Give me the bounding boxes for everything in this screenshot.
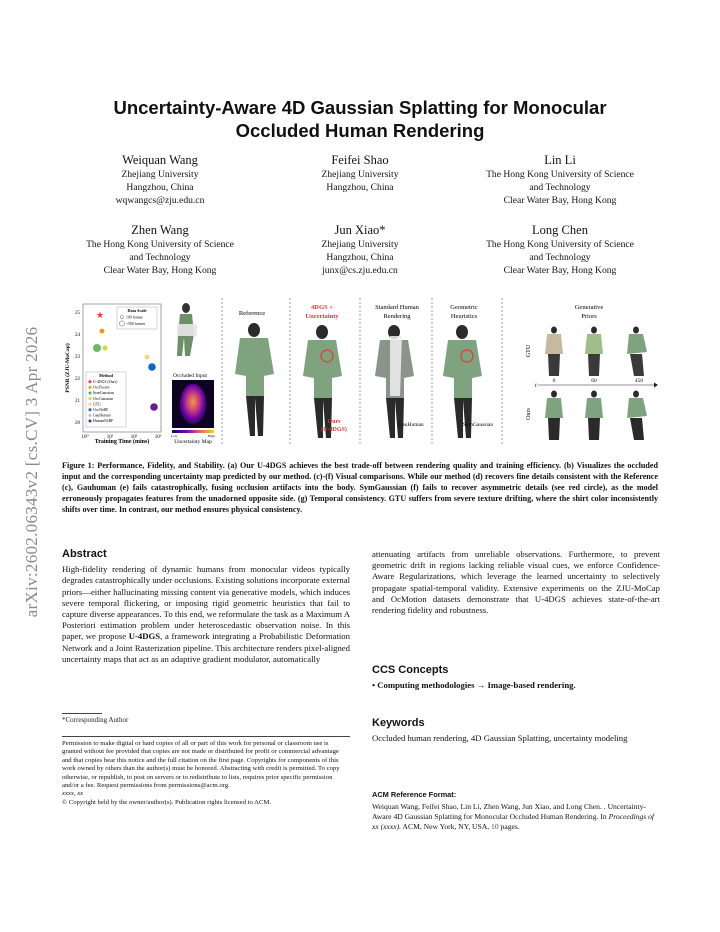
arxiv-id: arXiv:2602.06343v2 [cs.CV] 3 Apr 2026	[22, 326, 41, 618]
author	[260, 152, 460, 208]
y-tick: 22	[75, 377, 80, 382]
method-legend	[86, 372, 126, 427]
affiliation: Zhejiang University	[321, 169, 399, 180]
author	[60, 222, 260, 278]
scatter-plot	[64, 304, 162, 445]
col-header-standard: Standard Human	[375, 304, 419, 311]
arxiv-stamp	[10, 262, 54, 682]
ours-star-marker: ★	[95, 310, 105, 320]
y-axis-label: PSNR (ZJU-MoCap)	[65, 343, 71, 393]
permission-text: Permission to make digital or hard copies of all or part of this work for personal or classroom use is granted without fee provided that copies are not made or distributed for profit or commercial advantage and that copies bear this notice and the full citation on the first page. Copyrights for components of this work owned by others than the author(s) must be honored. Abstracting with credit is permitted. To copy otherwise, or republish, to post on servers or to redistribute to lists, requires prior specific permission and/or a fee. Request permissions from permissions@acm.org.	[62, 740, 340, 790]
col-header-ours-2: Uncertainty	[305, 313, 339, 320]
legend-entry: GTU	[93, 402, 101, 407]
data-scale-legend	[117, 307, 157, 329]
author-name: Feifei Shao	[331, 153, 389, 167]
location: Hangzhou, China	[326, 182, 394, 194]
symgaussian-label: SymGaussian	[462, 422, 494, 428]
x-tick: 10¹	[106, 435, 114, 440]
legend-entry: SymGaussian	[93, 391, 114, 396]
legend-entry: OccNeRF	[93, 408, 109, 412]
copyright-notice: © Copyright held by the owner/author(s). Publication rights licensed to ACM.	[62, 798, 272, 806]
author-name: Jun Xiao*	[334, 222, 386, 237]
y-tick: 21	[75, 399, 80, 404]
author-name: Weiquan Wang	[122, 153, 198, 167]
title-line-2: Occluded Human Rendering	[235, 120, 485, 141]
ccs-heading: CCS Concepts	[372, 664, 449, 676]
reference-suffix: pages.	[498, 822, 520, 831]
legend-entry: OccFusion	[93, 385, 110, 390]
ccs-concepts	[372, 664, 660, 690]
acm-reference	[372, 790, 660, 832]
ours-label: Ours	[327, 419, 341, 425]
legend-entry: OccGaussian	[93, 396, 114, 401]
footnote-rule	[62, 713, 102, 714]
abstract-text-right: attenuating artifacts from unreliable observations. Furthermore, to prevent geometric drift in regions lacking reliable visual cues, we enforce Confidence-Aware Regularizations, which leverage the learned uncertainty to selectively propagate spatial-temporal validity. Extensive experiments on the ZJU-MoCap and OcMotion datasets demonstrate that U-4DGS achieves state-of-the-art rendering fidelity and robustness.	[372, 549, 660, 616]
author-name: Lin Li	[544, 153, 576, 167]
uncertainty-map-label: Uncertainty Map	[174, 439, 212, 445]
proceedings-title: Proceedings of xx (xxxx).	[372, 812, 655, 831]
reference-panel	[235, 310, 274, 436]
affiliation: The Hong Kong University of Science	[86, 238, 234, 250]
location: Clear Water Bay, Hong Kong	[503, 195, 617, 207]
uncertainty-map-panel	[171, 380, 215, 445]
location: Clear Water Bay, Hong Kong	[503, 265, 617, 277]
email: wqwangcs@zju.edu.cn	[115, 195, 205, 207]
keywords-heading: Keywords	[372, 717, 425, 729]
row-label-gtu: GTU	[526, 344, 532, 358]
col-header-standard-2: Rendering	[383, 313, 411, 320]
keywords	[372, 718, 660, 744]
paper-title	[62, 96, 658, 142]
page-count-link[interactable]: 10	[491, 822, 499, 831]
author-name: Zhen Wang	[131, 222, 189, 237]
author-name: Long Chen	[532, 222, 588, 237]
humannerf-point	[150, 403, 158, 411]
col-header-geometric-2: Heuristics	[450, 313, 478, 320]
y-tick: 24	[75, 333, 80, 338]
affiliation: The Hong Kong University of Science	[486, 238, 634, 250]
occluded-input-label: Occluded Input	[172, 373, 208, 379]
location: Clear Water Bay, Hong Kong	[103, 265, 217, 277]
ours-label-2: (U-4DGS)	[321, 427, 347, 433]
email: junx@cs.zju.edu.cn	[322, 265, 398, 277]
affiliation-cont: and Technology	[529, 251, 591, 263]
abstract-text: High-fidelity rendering of dynamic humans from monocular videos typically degrades catastrophically under occlusions. Existing solutions incorporate external priors—either hallucinating missing content via generative models, which induces severe temporal flickering, or imposing rigid geometric heuristics that fail to capture diverse appearances. To this end, we reformulate the task as a Maximum A Posteriori estimation problem under heteroscedastic observation noise. In this paper, we propose	[62, 564, 350, 642]
time-tick: 60	[591, 378, 597, 384]
col-header-generative-2: Priors	[581, 313, 597, 320]
y-ticks	[75, 311, 81, 426]
permission-block	[62, 740, 350, 807]
reference-text-cont: ACM, New York, NY, USA,	[401, 822, 492, 831]
legend-title: Data Scale	[127, 308, 147, 313]
affiliation: The Hong Kong University of Science	[486, 169, 634, 180]
corresponding-author-note: *Corresponding Author	[62, 716, 129, 724]
permission-rule	[62, 736, 350, 737]
figure-caption	[62, 461, 658, 516]
caption-text: (a) Our U-4DGS achieves the best trade-off between rendering quality and training efficiency. (b) Visualizes the occluded input and the corresponding uncertainty map predicted by our method. (c)-(f) Visual comparisons. While our method (d) recovers fine details consistent with the Reference (c), Gauhuman (e) fails catastrophically, fusing occlusion artifacts into the body. SymGaussian (f) fails to recover asymmetric details (see red circle), as the model erroneously propagates features from the unadorned opposite side. (g) Temporal consistency. GTU suffers from severe texture drifting, where the shirt color inconsistently shifts over time. In contrast, our method ensures physical consistency.	[62, 461, 659, 514]
legend-swatch	[89, 380, 92, 383]
abstract-right-column	[372, 549, 660, 616]
teaser-figure	[64, 296, 660, 446]
occgaussian-point	[102, 345, 107, 350]
col-header-generative: Generative	[574, 304, 604, 311]
author	[260, 222, 460, 278]
x-axis-label: Training Time (mins)	[94, 439, 150, 445]
caption-label: Figure 1: Performance, Fidelity, and Stability.	[62, 461, 225, 470]
abstract-text-cont: , a framework integrating a Probabilistic Deformation Network and a Joint Rasterization pipeline. This architecture renders pixel-aligned uncertainty maps that act as an adaptive gradient modulator, automatically	[62, 631, 350, 664]
reference-text: Weiquan Wang, Feifei Shao, Lin Li, Zhen Wang, Jun Xiao, and Long Chen. . Uncertainty-Aware 4D Gaussian Splatting for Monocular Occluded Human Rendering. In	[372, 802, 646, 821]
occnerf-point	[148, 363, 156, 371]
time-axis-label: t	[535, 383, 537, 389]
legend-swatch	[89, 397, 92, 400]
author	[60, 152, 260, 208]
y-tick: 25	[75, 311, 80, 316]
x-tick: 10⁰	[81, 435, 89, 440]
occfusion-point	[100, 329, 105, 334]
affiliation: Zhejiang University	[321, 238, 399, 250]
colorbar-low: Low	[171, 434, 178, 438]
col-header-geometric: Geometric	[450, 304, 478, 311]
ccs-item: • Computing methodologies → Image-based rendering.	[372, 680, 576, 690]
title-line-1: Uncertainty-Aware 4D Gaussian Splatting for Monocular	[113, 97, 607, 118]
ours-panel	[303, 304, 347, 438]
gauhuman-panel	[375, 304, 424, 438]
symgaussian-panel	[443, 304, 493, 438]
affiliation: Zhejiang University	[121, 169, 199, 180]
author-block	[60, 152, 660, 277]
author	[460, 222, 660, 278]
time-tick: 450	[634, 378, 644, 384]
legend-entry: HumanNeRF	[93, 419, 114, 424]
acm-reference-heading: ACM Reference Format:	[372, 790, 457, 799]
abstract-body	[62, 564, 350, 665]
colorbar-high: High	[208, 434, 215, 438]
col-header-reference: Reference	[238, 310, 266, 317]
human-figure	[235, 323, 274, 436]
legend-swatch	[89, 420, 92, 423]
y-tick: 20	[75, 421, 80, 426]
abstract-heading: Abstract	[62, 548, 107, 560]
gtu-frames	[545, 327, 647, 377]
legend-swatch	[89, 414, 92, 417]
method-name: U-4DGS	[128, 631, 161, 642]
x-tick: 10²	[130, 435, 138, 440]
keywords-text: Occluded human rendering, 4D Gaussian Splatting, uncertainty modeling	[372, 733, 628, 744]
gauhuman-label: GauHuman	[398, 422, 424, 428]
occluded-input-panel	[167, 298, 219, 379]
x-tick: 10³	[154, 435, 162, 440]
location: Hangzhou, China	[326, 251, 394, 263]
conference-info: xxxx, xx	[62, 790, 84, 798]
affiliation-cont: and Technology	[529, 182, 591, 194]
time-tick: 0	[552, 378, 556, 384]
abstract-left-column	[62, 549, 350, 665]
row-label-ours: Ours	[526, 408, 532, 420]
legend-swatch	[89, 386, 92, 389]
gtu-point	[145, 355, 150, 360]
colorbar	[172, 430, 214, 433]
legend-swatch	[89, 408, 92, 411]
legend-swatch	[89, 403, 92, 406]
col-header-ours: 4DGS +	[311, 304, 333, 311]
temporal-panel	[526, 304, 658, 440]
ours-frames	[545, 391, 647, 441]
legend-swatch	[89, 392, 92, 395]
location: Hangzhou, China	[126, 182, 194, 194]
legend-entry: GauHuman	[93, 413, 111, 418]
symgaussian-point	[93, 344, 101, 352]
legend-entry: 100 frames	[126, 315, 143, 320]
affiliation-cont: and Technology	[129, 251, 191, 263]
legend-entry: U-4DGS (Ours)	[93, 380, 118, 384]
author	[460, 152, 660, 208]
legend-entry: >500 frames	[126, 322, 146, 326]
legend-title: Method	[99, 373, 113, 378]
acm-reference-text	[372, 802, 660, 832]
y-tick: 23	[75, 355, 80, 360]
